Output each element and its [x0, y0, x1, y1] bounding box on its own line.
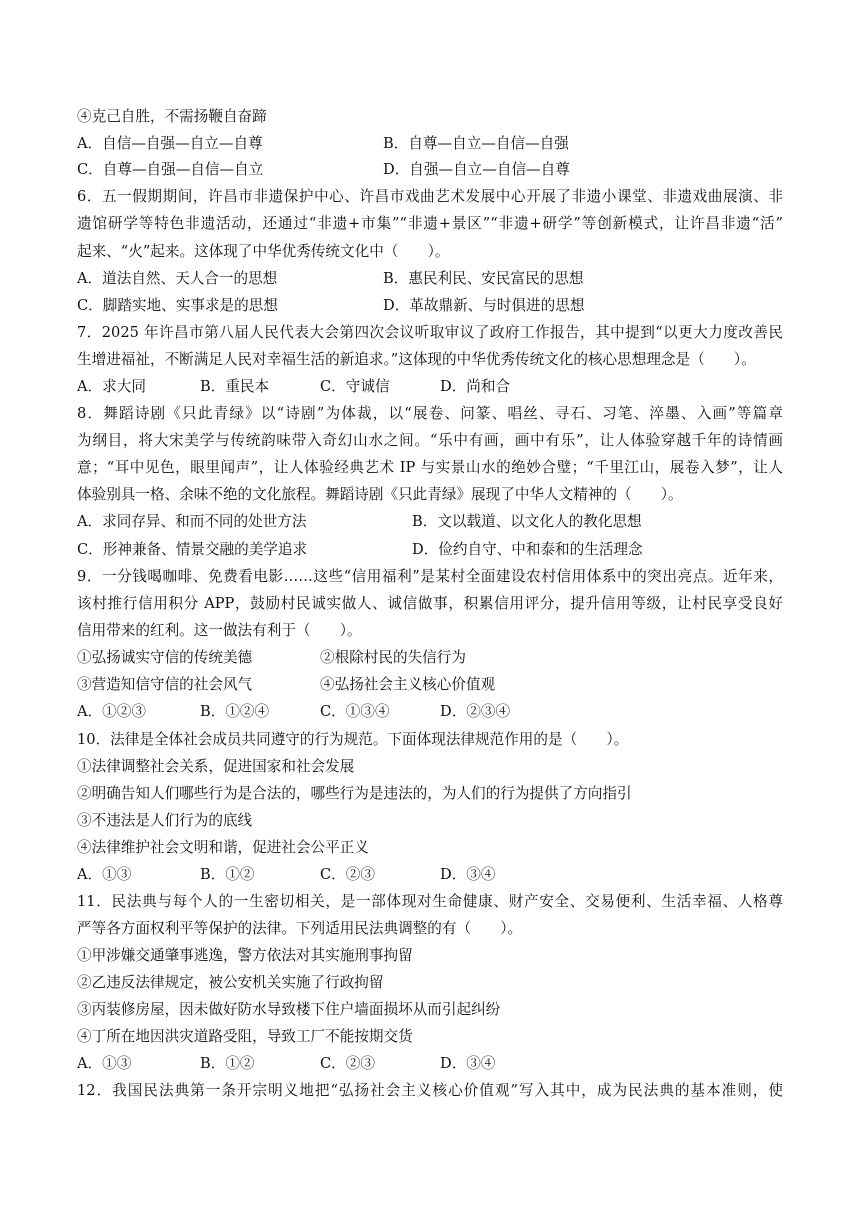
q9-stem-line-3: 信用带来的红利。这一做法有利于（ ）。 [77, 622, 362, 639]
q11-item-4: ④丁所在地因洪灾道路受阻，导致工厂不能按期交货 [77, 1028, 413, 1045]
q8-option-a: A．求同存异、和而不同的处世方法 [77, 513, 307, 530]
q10-stem-line-1: 10．法律是全体社会成员共同遵守的行为规范。下面体现法律规范作用的是（ ）。 [77, 731, 629, 748]
q6-option-a: A．道法自然、天人合一的思想 [77, 270, 278, 287]
q8-stem-line-4: 体验别具一格、余味不绝的文化旅程。舞蹈诗剧《只此青绿》展现了中华人文精神的（ ）。 [77, 486, 683, 503]
q5-option-b: B．自尊—自立—自信—自强 [383, 135, 569, 152]
q6-stem-line-1: 6．五一假期期间，许昌市非遗保护中心、许昌市戏曲艺术发展中心开展了非遗小课堂、非遗戏曲展演、非 [77, 188, 783, 205]
q11-stem-line-2: 严等各方面权利平等保护的法律。下列适用民法典调整的有（ ）。 [77, 920, 523, 937]
q10-item-3: ③不违法是人们行为的底线 [77, 812, 253, 829]
q5-option-c: C．自尊—自强—自信—自立 [77, 161, 264, 178]
q10-option-d: D．③④ [440, 866, 496, 883]
q11-item-3: ③丙装修房屋，因未做好防水导致楼下住户墙面损坏从而引起纠纷 [77, 1001, 501, 1018]
q6-stem-line-2: 遗馆研学等特色非遗活动，还通过“非遗+市集”“非遗+景区”“非遗+研学”等创新模式，让许昌非遗“活” [77, 215, 783, 232]
q7-option-d: D．尚和合 [440, 378, 511, 395]
q7-option-a: A．求大同 [77, 378, 146, 395]
q10-item-1: ①法律调整社会关系，促进国家和社会发展 [77, 758, 355, 775]
q11-option-a: A．①③ [77, 1055, 132, 1072]
q6-option-b: B．惠民利民、安民富民的思想 [383, 270, 584, 287]
q11-item-2: ②乙违反法律规定，被公安机关实施了行政拘留 [77, 974, 384, 991]
q12-stem-line-1: 12．我国民法典第一条开宗明义地把“弘扬社会主义核心价值观”写入其中，成为民法典的基本准则，使 [77, 1082, 783, 1099]
q8-option-b: B．文以载道、以文化人的教化思想 [412, 513, 642, 530]
q11-stem-line-1: 11．民法典与每个人的一生密切相关，是一部体现对生命健康、财产安全、交易便利、生活幸福、人格尊 [77, 893, 783, 910]
q5-option-a: A．自信—自强—自立—自尊 [77, 135, 263, 152]
q9-option-c: C．①③④ [320, 703, 390, 720]
q9-item-1: ①弘扬诚实守信的传统美德 [77, 649, 253, 666]
q8-option-c: C．形神兼备、情景交融的美学追求 [77, 541, 308, 558]
q7-option-b: B．重民本 [200, 378, 270, 395]
q9-item-3: ③营造知信守信的社会风气 [77, 676, 253, 693]
q9-item-4: ④弘扬社会主义核心价值观 [320, 676, 496, 693]
q9-option-b: B．①②④ [200, 703, 270, 720]
q5-item-4: ④克己自胜，不需扬鞭自奋蹄 [77, 108, 267, 125]
q8-stem-line-1: 8．舞蹈诗剧《只此青绿》以“诗剧”为体裁，以“展卷、问篆、唱丝、寻石、习笔、淬墨、入画”等篇章 [77, 405, 783, 422]
q11-option-d: D．③④ [440, 1055, 496, 1072]
q7-stem-line-2: 生增进福祉，不断满足人民对幸福生活的新追求。”这体现的中华优秀传统文化的核心思想理念是（ ）。 [77, 351, 756, 368]
q10-item-4: ④法律维护社会文明和谐，促进社会公平正义 [77, 839, 369, 856]
q5-option-d: D．自强—自立—自信—自尊 [383, 161, 570, 178]
q10-option-a: A．①③ [77, 866, 132, 883]
q10-option-c: C．②③ [320, 866, 375, 883]
q11-option-c: C．②③ [320, 1055, 375, 1072]
q10-item-2: ②明确告知人们哪些行为是合法的，哪些行为是违法的，为人们的行为提供了方向指引 [77, 785, 632, 802]
q9-stem-line-1: 9．一分钱喝咖啡、免费看电影……这些“信用福利”是某村全面建设农村信用体系中的突出亮点。近年来， [77, 568, 783, 585]
q7-option-c: C．守诚信 [320, 378, 390, 395]
q11-option-b: B．①② [200, 1055, 255, 1072]
q11-item-1: ①甲涉嫌交通肇事逃逸，警方依法对其实施刑事拘留 [77, 947, 413, 964]
q9-option-a: A．①②③ [77, 703, 146, 720]
q6-option-d: D．革故鼎新、与时俱进的思想 [383, 297, 585, 314]
q9-option-d: D．②③④ [440, 703, 511, 720]
q9-item-2: ②根除村民的失信行为 [320, 649, 466, 666]
q8-stem-line-2: 为纲目，将大宋美学与传统韵味带入奇幻山水之间。“乐中有画，画中有乐”，让人体验穿越千年的诗情画 [77, 432, 783, 449]
q8-option-d: D．俭约自守、中和泰和的生活理念 [412, 541, 643, 558]
q7-stem-line-1: 7．2025 年许昌市第八届人民代表大会第四次会议听取审议了政府工作报告，其中提到“以更大力度改善民 [77, 324, 783, 341]
q9-stem-line-2: 该村推行信用积分 APP，鼓励村民诚实做人、诚信做事，积累信用评分，提升信用等级，让村民享受良好 [77, 595, 783, 612]
q10-option-b: B．①② [200, 866, 255, 883]
q8-stem-line-3: 意；“耳中见色，眼里闻声”，让人体验经典艺术 IP 与实景山水的绝妙合璧；“千里江山，展卷入梦”，让人 [77, 459, 783, 476]
q6-stem-line-3: 起来、“火”起来。这体现了中华优秀传统文化中（ ）。 [77, 243, 450, 260]
q6-option-c: C．脚踏实地、实事求是的思想 [77, 297, 278, 314]
